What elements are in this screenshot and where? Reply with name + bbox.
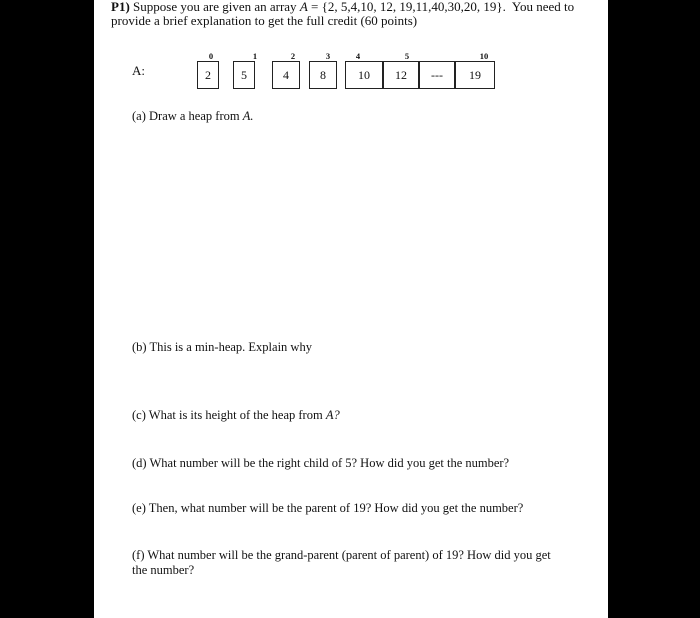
array-index: 2 <box>290 51 296 61</box>
array-cell: 8 <box>309 61 337 89</box>
document-page <box>94 0 608 618</box>
problem-statement <box>111 0 591 28</box>
problem-text-before: Suppose you are given an array <box>133 0 297 14</box>
array-cell: 5 <box>233 61 255 89</box>
question-b: (b) This is a min-heap. Explain why <box>132 340 312 354</box>
array-index: 3 <box>325 51 331 61</box>
question-c-text: (c) What is its height of the heap from <box>132 408 323 422</box>
problem-text-after: You need to <box>511 0 575 14</box>
array-index: 1 <box>252 51 258 61</box>
question-a <box>132 109 582 124</box>
array-index: 5 <box>404 51 410 61</box>
problem-label: P1) <box>111 0 130 14</box>
array-cell: --- <box>419 61 455 89</box>
question-e: (e) Then, what number will be the parent of 19? How did you get the number? <box>132 501 524 515</box>
array-expression: = {2, 5,4,10, 12, 19,11,40,30,20, 19}. <box>311 0 506 14</box>
question-a-text: (a) Draw a heap from <box>132 109 240 123</box>
array-cell: 4 <box>272 61 300 89</box>
question-d: (d) What number will be the right child of 5? How did you get the number? <box>132 456 510 470</box>
question-c <box>132 408 582 423</box>
question-f-line-1: (f) What number will be the grand-parent (parent of parent) of 19? How did you get <box>132 548 551 562</box>
array-cell: 19 <box>455 61 495 89</box>
question-f-line-2: the number? <box>132 563 195 577</box>
question-f <box>132 548 582 578</box>
array-index: 10 <box>479 51 489 61</box>
array-index: 0 <box>208 51 214 61</box>
problem-line-2: provide a brief explanation to get the full credit (60 points) <box>111 13 418 28</box>
left-black-border <box>0 0 94 618</box>
array-cell: 10 <box>345 61 383 89</box>
question-c-var: A? <box>325 408 340 422</box>
array-label: A: <box>132 63 145 78</box>
array-index: 4 <box>355 51 361 61</box>
right-black-border <box>608 0 700 618</box>
question-a-var: A. <box>242 109 254 123</box>
array-variable: A <box>299 0 308 14</box>
array-cell: 2 <box>197 61 219 89</box>
array-cell: 12 <box>383 61 419 89</box>
